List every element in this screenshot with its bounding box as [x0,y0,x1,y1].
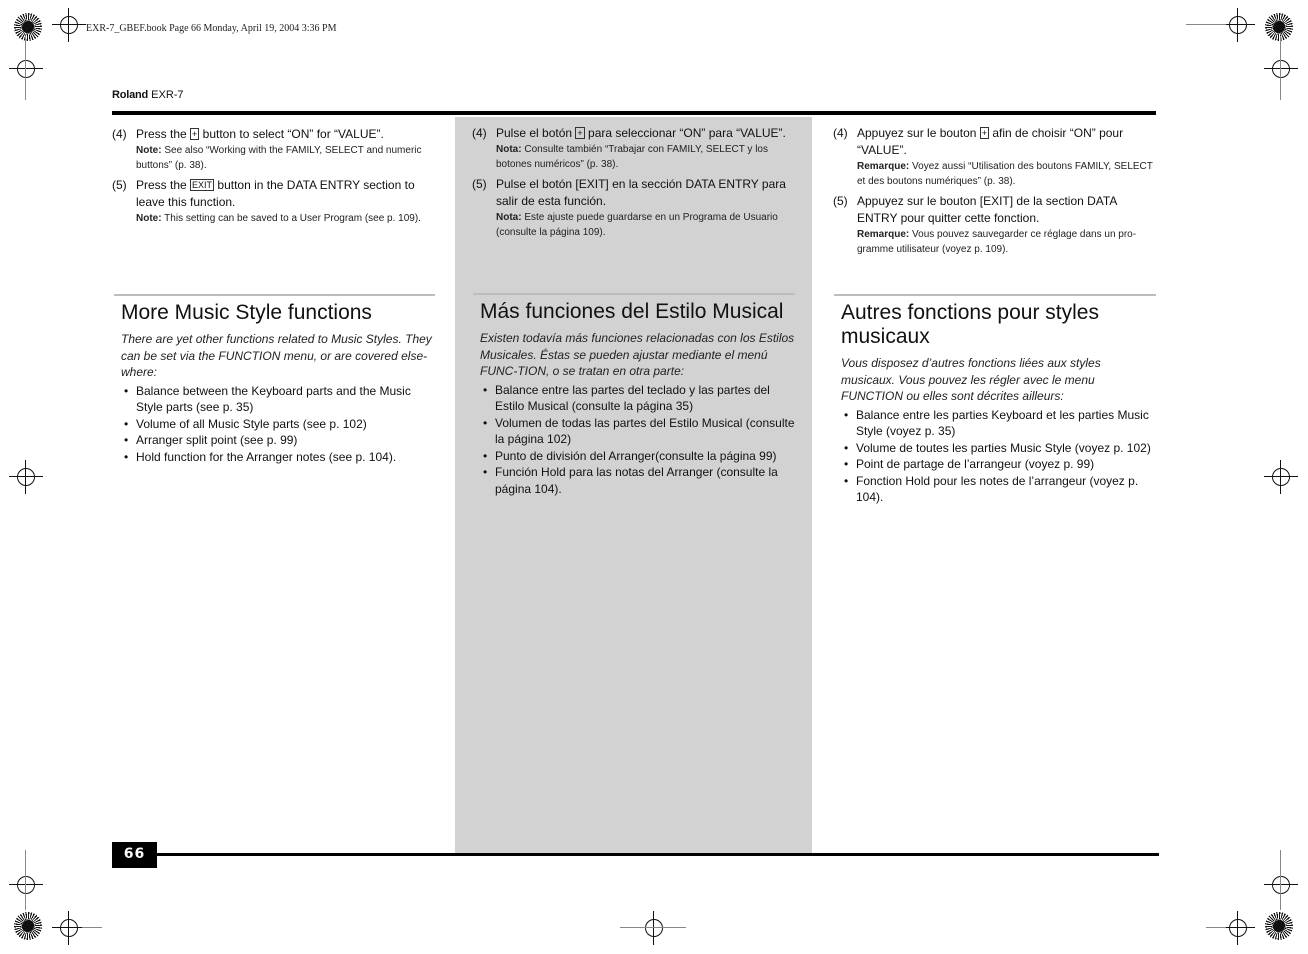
list-item: • Point de partage de l’arrangeur (voyez p. 99) [841,456,1156,473]
bullet-list [480,382,795,498]
section-intro: Vous disposez d’autres fonctions liées aux styles musicaux. Vous pouvez les régler avec le menu FUNCTION ou elles sont décrites ailleurs: [841,356,1101,403]
plus-button-icon: + [192,129,198,139]
english-steps [112,126,437,226]
model-name: EXR-7 [151,89,184,101]
registration-burst-icon [14,13,42,41]
section-intro: There are yet other functions related to Music Styles. They can be set via the FUNCTION menu, or are covered else-where: [121,332,432,379]
list-item: • Volume de toutes les parties Music Style (voyez p. 102) [841,440,1156,457]
crop-mark [82,927,102,928]
crop-mark [1280,36,1281,100]
crosshair-icon [60,16,78,34]
step-number: (5) [472,177,487,191]
exit-button-icon: EXIT [192,180,213,190]
step-4: (4) Pulse el botón + para seleccionar “ON” para “VALUE”. Nota: Consulte también “Trabajar con FAMILY, SELECT y los botones numéricos” (p. 38). [472,125,797,172]
list-item: • Función Hold para las notas del Arranger (consulte la página 104). [480,464,795,497]
note: Remarque: Voyez aussi “Utilisation des boutons FAMILY, SELECT et des boutons numériques” (p. 38). [857,161,1153,187]
step-number: (5) [112,178,127,192]
list-item: • Volumen de todas las partes del Estilo Musical (consulte la página 102) [480,415,795,448]
spanish-steps [472,125,797,240]
step-5: (5) Press the EXIT button in the DATA ENTRY section to leave this function. Note: This setting can be saved to a User Program (see p. 109). [112,177,437,226]
list-item: • Arranger split point (see p. 99) [121,432,435,449]
note: Nota: Este ajuste puede guardarse en un Programa de Usuario (consulte la página 109). [496,212,778,238]
crop-mark [1280,850,1281,910]
registration-burst-icon [1265,912,1293,940]
crop-mark [25,36,26,100]
section-title: Autres fonctions pour styles musicaux [841,301,1099,348]
french-section [834,294,1156,506]
english-section [114,294,435,465]
list-item: • Balance between the Keyboard parts and the Music Style parts (see p. 35) [121,383,435,416]
step-4: (4) Press the + button to select “ON” for “VALUE”. Note: See also “Working with the FAMILY, SELECT and numeric buttons” (p. 38). [112,126,437,173]
step-5: (5) Pulse el botón [EXIT] en la sección DATA ENTRY para salir de esta función. Nota: Este ajuste puede guardarse en un Programa de Usuario (consulte la página 109). [472,176,797,240]
spanish-section [473,293,795,497]
crosshair-icon [1272,876,1290,894]
list-item: • Hold function for the Arranger notes (see p. 104). [121,449,435,466]
step-number: (4) [112,127,127,141]
crosshair-icon [1229,919,1247,937]
step-number: (5) [833,194,848,208]
section-rule [473,293,795,295]
section-rule [114,294,435,296]
list-item: • Fonction Hold pour les notes de l’arrangeur (voyez p. 104). [841,473,1156,506]
crosshair-icon [1272,60,1290,78]
bullet-list [121,383,435,466]
crop-mark [620,927,686,928]
section-rule [834,294,1156,296]
note: Note: This setting can be saved to a User Program (see p. 109). [136,213,421,224]
brand-name: Roland [112,89,149,101]
crosshair-icon [60,919,78,937]
plus-button-icon: + [577,128,583,138]
section-intro: Existen todavía más funciones relacionadas con los Estilos Musicales. Éstas se pueden ajustar mediante el menú FUNC-TION, o se tratan en otra parte: [480,331,795,378]
crop-mark [25,850,26,910]
top-rule [112,111,1156,115]
crosshair-icon [1272,468,1290,486]
list-item: • Balance entre las partes del teclado y las partes del Estilo Musical (consulte la página 35) [480,382,795,415]
note: Remarque: Vous pouvez sauvegarder ce réglage dans un pro-gramme utilisateur (voyez p. 109). [857,229,1137,255]
section-title: Más funciones del Estilo Musical [480,300,784,323]
bottom-rule [112,853,1159,856]
crosshair-icon [1229,16,1247,34]
crosshair-icon [17,60,35,78]
list-item: • Punto de división del Arranger(consulte la página 99) [480,448,795,465]
list-item: • Volume of all Music Style parts (see p. 102) [121,416,435,433]
list-item: • Balance entre les parties Keyboard et les parties Music Style (voyez p. 35) [841,407,1156,440]
print-info: EXR-7_GBEF.book Page 66 Monday, April 19, 2004 3:36 PM [86,23,337,34]
crosshair-icon [645,919,663,937]
page-number: 66 [112,842,157,868]
french-steps [833,125,1158,257]
crop-mark [1186,24,1226,25]
note: Nota: Consulte también “Trabajar con FAMILY, SELECT y los botones numéricos” (p. 38). [496,144,768,170]
crop-mark [1206,927,1226,928]
crosshair-icon [17,468,35,486]
step-5: (5) Appuyez sur le bouton [EXIT] de la section DATA ENTRY pour quitter cette fonction. Remarque: Vous pouvez sauvegarder ce réglage dans un pro-gramme utilisateur (voyez p. 109). [833,193,1158,257]
registration-burst-icon [1265,13,1293,41]
plus-button-icon: + [981,128,988,138]
section-title: More Music Style functions [121,301,372,324]
step-number: (4) [833,126,848,140]
step-4: (4) Appuyez sur le bouton + afin de choisir “ON” pour “VALUE”. Remarque: Voyez aussi “Utilisation des boutons FAMILY, SELECT et des boutons numériques” (p. 38). [833,125,1158,189]
note: Note: See also “Working with the FAMILY, SELECT and numeric buttons” (p. 38). [136,145,422,171]
running-header [112,89,184,101]
bullet-list [841,407,1156,506]
registration-burst-icon [14,912,42,940]
step-number: (4) [472,126,487,140]
crosshair-icon [17,876,35,894]
